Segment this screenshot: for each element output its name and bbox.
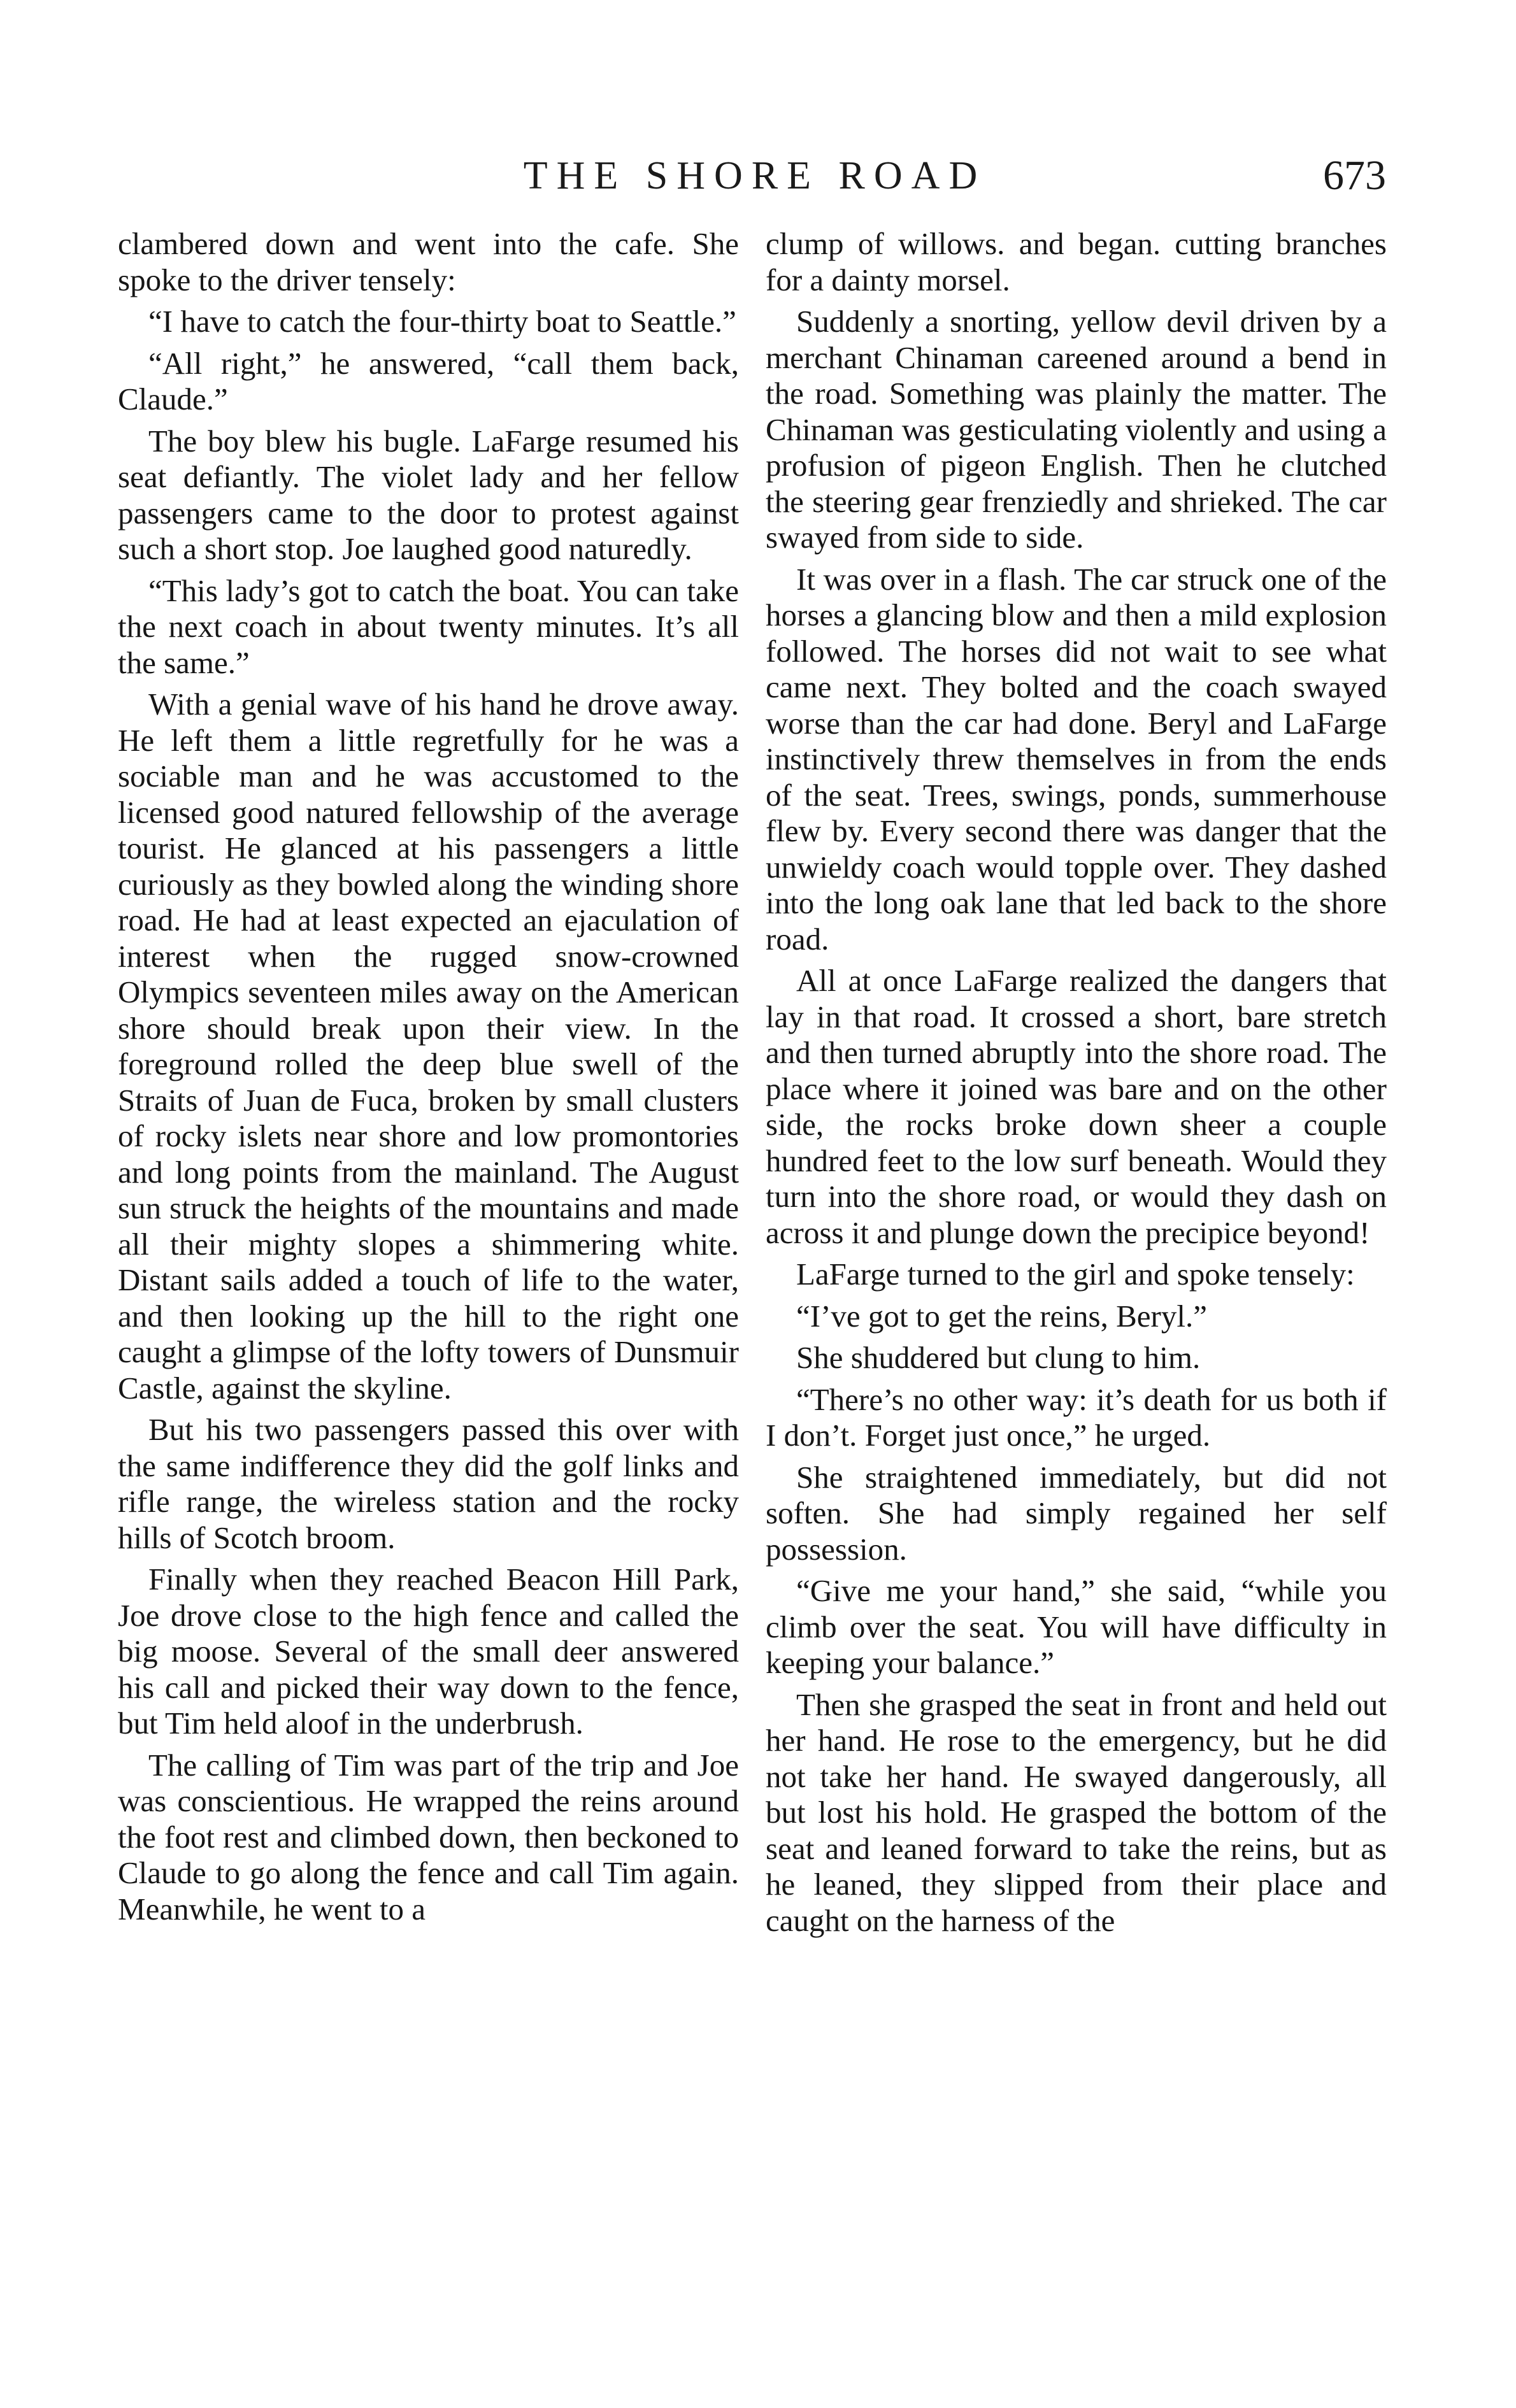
paragraph: Then she grasped the seat in front and held out her hand. He rose to the emergency, but he did not take her hand. He swayed dangerously, all but lost his hold. He grasped the bottom of the seat and leaned forward to take the reins, but as he leaned, they slipped from their place and caught on the harness of the xyxy=(766,1686,1387,1938)
paragraph: “There’s no other way: it’s death for us both if I don’t. Forget just once,” he urged. xyxy=(766,1381,1387,1453)
running-title: THE SHORE ROAD xyxy=(523,154,987,197)
paragraph: But his two passengers passed this over with the same indifference they did the golf links and rifle range, the wireless station and the rocky hills of Scotch broom. xyxy=(118,1412,739,1555)
paragraph: Finally when they reached Beacon Hill Park, Joe drove close to the high fence and called the big moose. Several of the small deer answered his call and picked their way down to the fence, but Tim held aloof in the underbrush. xyxy=(118,1562,739,1741)
paragraph: All at once LaFarge realized the dangers that lay in that road. It crossed a short, bare stretch and then turned abruptly into the shore road. The place where it joined was bare and on the other side, the rocks broke down sheer a couple hundred feet to the low surf beneath. Would they turn into the shore road, or would they dash on across it and plunge down the precipice beyond! xyxy=(766,963,1387,1250)
paragraph: “I’ve got to get the reins, Beryl.” xyxy=(796,1298,1207,1334)
paragraph: She straightened immediately, but did not soften. She had simply regained her self possession. xyxy=(766,1459,1387,1567)
page-number: 673 xyxy=(1323,152,1386,199)
paragraph: LaFarge turned to the girl and spoke tensely: xyxy=(796,1257,1355,1292)
paragraph: She shuddered but clung to him. xyxy=(796,1340,1201,1375)
paragraph: clambered down and went into the cafe. She spoke to the driver tensely: xyxy=(118,226,739,297)
paragraph: “This lady’s got to catch the boat. You can take the next coach in about twenty minutes. It’s all the same.” xyxy=(118,573,739,680)
left-column xyxy=(118,226,739,1933)
paragraph: The boy blew his bugle. LaFarge resumed his seat defiantly. The violet lady and her fellow passengers came to the door to protest against such a short stop. Joe laughed good naturedly. xyxy=(118,423,739,566)
paragraph: “All right,” he answered, “call them back, Claude.” xyxy=(118,345,739,417)
paragraph: The calling of Tim was part of the trip and Joe was conscientious. He wrapped the reins around the foot rest and climbed down, then beckoned to Claude to go along the fence and call Tim again. Meanwhile, he went to a xyxy=(118,1747,739,1927)
paragraph: “I have to catch the four-thirty boat to Seattle.” xyxy=(148,304,736,339)
right-column xyxy=(766,226,1387,1944)
paragraph: clump of willows. and began. cutting branches for a dainty morsel. xyxy=(766,226,1387,297)
paragraph: With a genial wave of his hand he drove away. He left them a little regretfully for he was a sociable man and he was accustomed to the licensed good natured fellowship of the average tourist. He glanced at his passengers a little curiously as they bowled along the winding shore road. He had at least expected an ejaculation of interest when the rugged snow-crowned Olympics seventeen miles away on the American shore should break upon their view. In the foreground rolled the deep blue swell of the Straits of Juan de Fuca, broken by small clusters of rocky islets near shore and low promontories and long points from the mainland. The August sun struck the heights of the mountains and made all their mighty slopes a shimmering white. Distant sails added a touch of life to the water, and then looking up the hill to the right one caught a glimpse of the lofty towers of Dunsmuir Castle, against the skyline. xyxy=(118,687,739,1406)
running-head xyxy=(115,150,1395,214)
paragraph: It was over in a flash. The car struck one of the horses a glancing blow and then a mild explosion followed. The horses did not wait to see what came next. They bolted and the coach swayed worse than the car had done. Beryl and LaFarge instinctively threw themselves in from the ends of the seat. Trees, swings, ponds, summerhouse flew by. Every second there was danger that the unwieldy coach would topple over. They dashed into the long oak lane that led back to the shore road. xyxy=(766,561,1387,957)
paragraph: “Give me your hand,” she said, “while you climb over the seat. You will have difficulty in keeping your balance.” xyxy=(766,1573,1387,1680)
paragraph: Suddenly a snorting, yellow devil driven by a merchant Chinaman careened around a bend in the road. Something was plainly the matter. The Chinaman was gesticulating violently and using a profusion of pigeon English. Then he clutched the steering gear frenziedly and shrieked. The car swayed from side to side. xyxy=(766,304,1387,555)
